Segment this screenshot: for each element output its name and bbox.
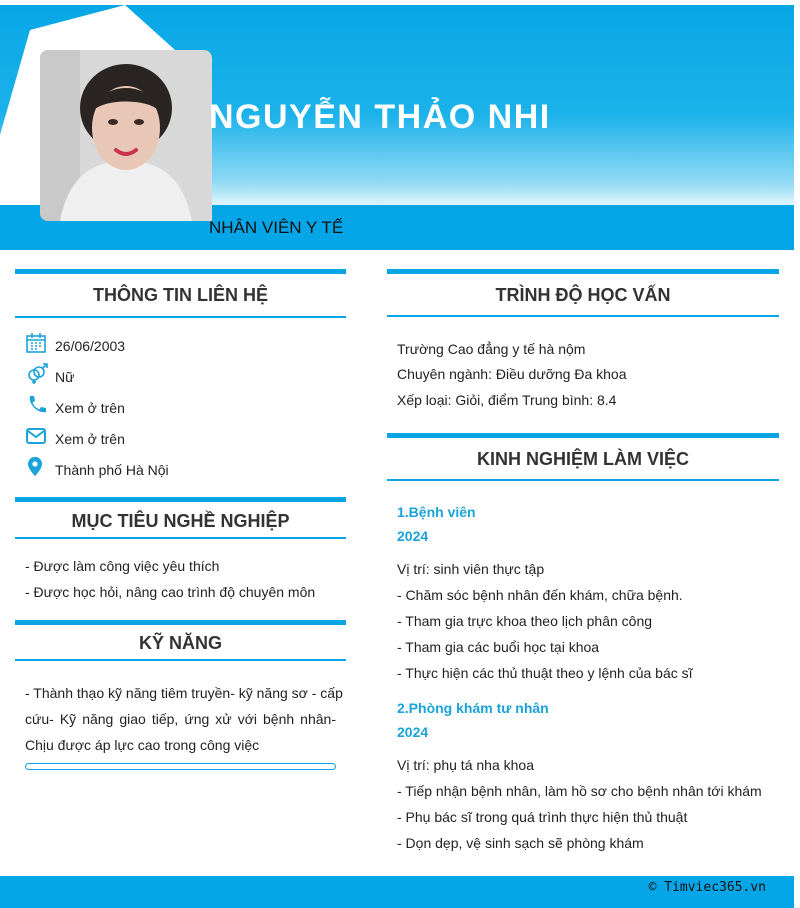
location-pin-icon [25, 456, 47, 478]
candidate-job-title: NHÂN VIÊN Y TẾ [209, 218, 344, 237]
phone-icon [26, 394, 48, 416]
contact-email: Xem ở trên [55, 431, 125, 447]
job-position: Vị trí: phụ tá nha khoa [397, 757, 534, 773]
skills-line: Chịu được áp lực cao trong công việc [25, 737, 260, 753]
objective-item: - Được làm công việc yêu thích [25, 558, 220, 574]
profile-photo [40, 50, 212, 221]
objective-item: - Được học hỏi, nâng cao trình độ chuyên môn [25, 584, 316, 600]
calendar-icon [25, 332, 47, 354]
job-task: - Thực hiện các thủ thuật theo y lệnh của bác sĩ [397, 665, 693, 681]
job-task: - Tiếp nhận bệnh nhân, làm hồ sơ cho bệnh nhân tới khám [397, 783, 762, 799]
education-school: Trường Cao đẳng y tế hà nộm [397, 341, 586, 357]
objective-heading-text: MỤC TIÊU NGHỀ NGHIỆP [71, 511, 290, 531]
contact-birthday: 26/06/2003 [55, 338, 126, 354]
skills-heading-text: KỸ NĂNG [138, 633, 222, 653]
footer-bar [0, 876, 794, 908]
job-company: 1.Bệnh viên [397, 504, 476, 520]
skills-line: - Thành thạo kỹ năng tiêm truyền- kỹ năng sơ - cấp [25, 685, 343, 701]
contact-address: Thành phố Hà Nội [55, 462, 169, 478]
experience-heading-text: KINH NGHIỆM LÀM VIỆC [476, 449, 689, 469]
job-position: Vị trí: sinh viên thực tập [397, 561, 545, 577]
skills-line: cứu- Kỹ năng giao tiếp, ứng xử với bệnh nhân- [25, 711, 336, 727]
job-task: - Chăm sóc bệnh nhân đến khám, chữa bệnh. [397, 587, 683, 603]
objective-heading [15, 497, 346, 539]
skill-progress-bar [25, 763, 336, 770]
job-task: - Phụ bác sĩ trong quá trình thực hiện thủ thuật [397, 809, 688, 825]
education-heading [387, 269, 779, 317]
contact-phone: Xem ở trên [55, 400, 125, 416]
contact-heading [15, 269, 346, 318]
contact-heading-text: THÔNG TIN LIÊN HỆ [93, 285, 268, 305]
education-grade: Xếp loại: Giỏi, điểm Trung bình: 8.4 [397, 392, 617, 408]
job-task: - Tham gia trực khoa theo lịch phân công [397, 613, 653, 629]
contact-gender: Nữ [55, 369, 75, 385]
skills-heading [15, 620, 346, 661]
gender-icon [26, 363, 48, 385]
candidate-name: NGUYỄN THẢO NHI [209, 98, 551, 136]
experience-heading [387, 433, 779, 481]
footer-copyright[interactable]: © Timviec365.vn [648, 880, 766, 895]
email-icon [25, 425, 47, 447]
job-task: - Dọn dẹp, vệ sinh sạch sẽ phòng khám [397, 835, 644, 851]
job-task: - Tham gia các buổi học tại khoa [397, 639, 600, 655]
education-heading-text: TRÌNH ĐỘ HỌC VẤN [495, 285, 671, 305]
education-major: Chuyên ngành: Điều dưỡng Đa khoa [397, 366, 627, 382]
job-year: 2024 [397, 724, 429, 740]
job-year: 2024 [397, 528, 429, 544]
job-company: 2.Phòng khám tư nhân [397, 700, 549, 716]
